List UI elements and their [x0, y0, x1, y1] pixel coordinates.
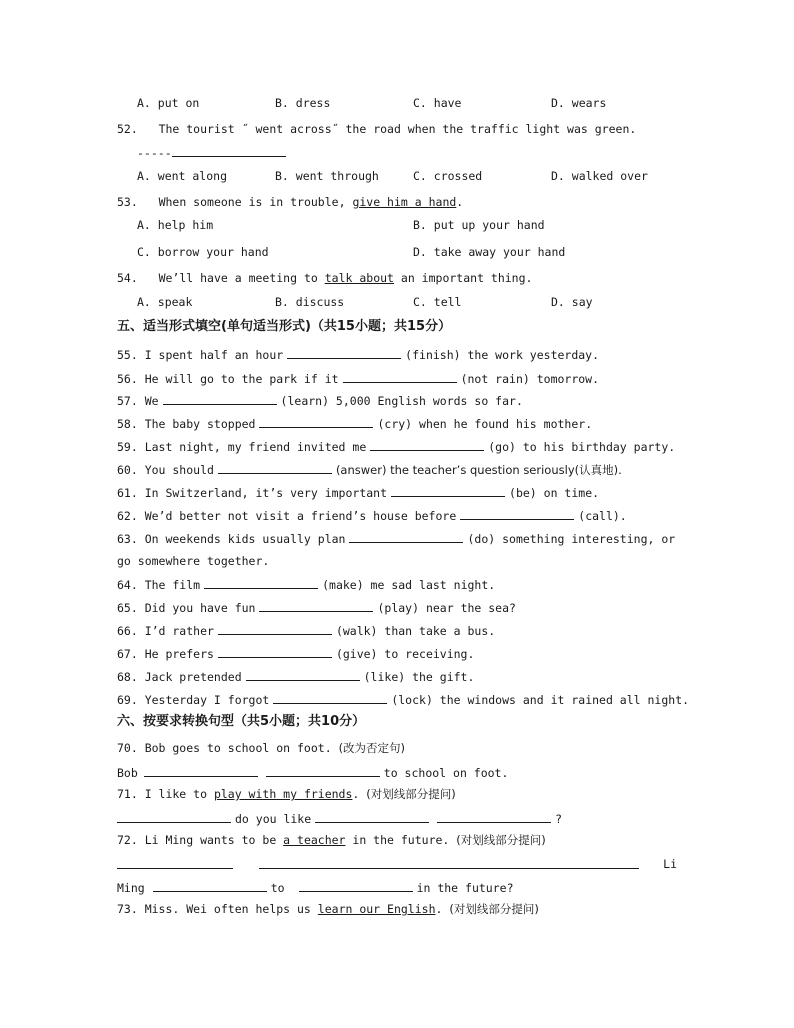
question-text-pre: 58. The baby stopped	[117, 417, 256, 431]
underlined-phrase: learn our English	[317, 902, 436, 916]
question-text: The tourist ˝ went across˝ the road when the traffic light was green.	[158, 122, 637, 136]
instruction: (对划线部分提问)	[449, 902, 539, 916]
answer-word-li: Li	[663, 857, 677, 871]
question-text-pre: 57. We	[117, 394, 159, 408]
question-text-post: (make) me sad last night.	[322, 578, 496, 592]
question-71	[117, 787, 456, 801]
q52-option-c: C. crossed	[413, 169, 483, 183]
answer-middle: do you like	[235, 812, 312, 826]
answer-blank[interactable]	[144, 765, 258, 777]
answer-suffix: to school on foot.	[383, 766, 509, 780]
question-number: 54.	[117, 271, 138, 285]
question-64	[117, 577, 495, 592]
question-70	[117, 741, 405, 755]
question-text-post: .	[435, 902, 450, 916]
answer-blank[interactable]	[391, 485, 505, 497]
question-text-post: (call).	[578, 509, 627, 523]
answer-blank[interactable]	[218, 623, 332, 635]
answer-blank[interactable]	[259, 416, 373, 428]
answer-blank[interactable]	[204, 577, 318, 589]
question-72	[117, 833, 546, 847]
answer-blank[interactable]	[218, 462, 332, 474]
instruction: (对划线部分提问)	[456, 833, 546, 847]
q72-answer-line-2	[117, 880, 514, 895]
q54-option-b: B. discuss	[275, 295, 345, 309]
underlined-phrase: talk about	[324, 271, 394, 285]
question-text-post: (answer) the teacher’s question seriously(认真地).	[335, 463, 622, 477]
answer-blank[interactable]	[315, 811, 429, 823]
answer-blank[interactable]	[273, 692, 387, 704]
question-text-pre: 73. Miss. Wei often helps us	[117, 902, 318, 916]
q71-answer-line	[117, 811, 562, 826]
answer-blank[interactable]	[117, 811, 231, 823]
answer-blank[interactable]	[163, 393, 277, 405]
question-text-pre: 72. Li Ming wants to be	[117, 833, 284, 847]
question-text-post: (go) to his birthday party.	[488, 440, 676, 454]
q52-option-d: D. walked over	[551, 169, 648, 183]
answer-blank[interactable]	[460, 508, 574, 520]
question-text-pre: 63. On weekends kids usually plan	[117, 532, 346, 546]
question-text-post: (not rain) tomorrow.	[460, 372, 600, 386]
question-text-pre: 62. We’d better not visit a friend’s house before	[117, 509, 457, 523]
q54-option-a: A. speak	[137, 295, 193, 309]
question-52	[117, 122, 636, 136]
section-6-heading: 六、按要求转换句型（共5小题；共10分）	[117, 714, 366, 729]
question-text-post: .	[456, 195, 464, 209]
q54-option-d: D. say	[551, 295, 593, 309]
question-number: 53.	[117, 195, 138, 209]
question-text-post: (lock) the windows and it rained all night.	[391, 693, 690, 707]
question-text-post: (learn) 5,000 English words so far.	[280, 394, 523, 408]
q70-answer-line	[117, 765, 508, 780]
answer-blank[interactable]	[287, 347, 401, 359]
question-text-post: (do) something interesting, or	[467, 532, 676, 546]
question-text-pre: 67. He prefers	[117, 647, 214, 661]
question-61	[117, 485, 599, 500]
q52-answer-line	[137, 145, 290, 160]
answer-prefix: Bob	[117, 766, 138, 780]
question-67	[117, 646, 474, 661]
question-text-pre: 59. Last night, my friend invited me	[117, 440, 367, 454]
question-text-pre: We’ll have a meeting to	[158, 271, 325, 285]
question-57	[117, 393, 523, 408]
answer-blank[interactable]	[266, 765, 380, 777]
answer-end: ?	[555, 812, 563, 826]
q72-answer-line	[117, 857, 677, 872]
question-text-pre: 71. I like to	[117, 787, 214, 801]
question-59	[117, 439, 675, 454]
underlined-phrase: play with my friends	[213, 787, 353, 801]
instruction: (改为否定句)	[338, 741, 406, 755]
question-text-post: (walk) than take a bus.	[335, 624, 496, 638]
answer-blank[interactable]	[218, 646, 332, 658]
answer-blank[interactable]	[437, 811, 551, 823]
question-text-post: (like) the gift.	[363, 670, 475, 684]
question-63	[117, 531, 675, 546]
answer-blank[interactable]	[117, 857, 233, 869]
q53-option-d: D. take away your hand	[413, 245, 566, 259]
question-58	[117, 416, 592, 431]
question-text-pre: 55. I spent half an hour	[117, 348, 284, 362]
dashes: -----	[137, 146, 172, 160]
q53-option-c: C. borrow your hand	[137, 245, 269, 259]
question-69	[117, 692, 689, 707]
q53-option-b: B. put up your hand	[413, 218, 545, 232]
question-53	[117, 195, 463, 209]
q51-option-d: D. wears	[551, 96, 607, 110]
answer-blank[interactable]	[343, 371, 457, 383]
q54-option-c: C. tell	[413, 295, 462, 309]
q51-option-b: B. dress	[275, 96, 331, 110]
answer-blank[interactable]	[246, 669, 360, 681]
question-text-pre: When someone is in trouble,	[158, 195, 353, 209]
question-text-post: (give) to receiving.	[335, 647, 475, 661]
question-66	[117, 623, 495, 638]
question-text-pre: 64. The film	[117, 578, 201, 592]
question-text-pre: 56. He will go to the park if it	[117, 372, 339, 386]
question-68	[117, 669, 474, 684]
answer-blank[interactable]	[370, 439, 484, 451]
question-text-post: an important thing.	[393, 271, 533, 285]
question-text-post: (be) on time.	[509, 486, 600, 500]
question-text-post: (cry) when he found his mother.	[377, 417, 593, 431]
question-56	[117, 371, 599, 386]
question-60	[117, 462, 622, 477]
question-text-post: (finish) the work yesterday.	[405, 348, 600, 362]
question-63-continued: go somewhere together.	[117, 554, 270, 568]
question-number: 52.	[117, 122, 138, 136]
question-text-pre: 60. You should	[117, 463, 214, 477]
question-text-pre: 68. Jack pretended	[117, 670, 242, 684]
instruction: (对划线部分提问)	[366, 787, 456, 801]
underlined-phrase: a teacher	[283, 833, 346, 847]
question-text-post: (play) near the sea?	[377, 601, 516, 615]
question-73	[117, 902, 539, 916]
answer-blank[interactable]	[172, 145, 286, 157]
question-54	[117, 271, 532, 285]
q51-option-a: A. put on	[137, 96, 200, 110]
question-text-pre: 69. Yesterday I forgot	[117, 693, 270, 707]
question-62	[117, 508, 627, 523]
answer-blank[interactable]	[259, 857, 639, 869]
answer-blank[interactable]	[153, 880, 267, 892]
answer-end: in the future?	[416, 881, 514, 895]
question-text-pre: 61. In Switzerland, it’s very important	[117, 486, 388, 500]
question-text: 70. Bob goes to school on foot.	[117, 741, 339, 755]
question-text-post: .	[352, 787, 367, 801]
answer-word-to: to	[270, 881, 285, 895]
answer-blank[interactable]	[299, 880, 413, 892]
answer-word-ming: Ming	[117, 881, 145, 895]
question-65	[117, 600, 516, 615]
section-5-heading: 五、适当形式填空(单句适当形式)（共15小题；共15分）	[117, 319, 452, 334]
question-text-pre: 65. Did you have fun	[117, 601, 256, 615]
question-55	[117, 347, 599, 362]
answer-blank[interactable]	[349, 531, 463, 543]
question-text-post: in the future.	[345, 833, 457, 847]
question-text-pre: 66. I’d rather	[117, 624, 214, 638]
q52-option-a: A. went along	[137, 169, 228, 183]
answer-blank[interactable]	[259, 600, 373, 612]
q51-option-c: C. have	[413, 96, 462, 110]
q52-option-b: B. went through	[275, 169, 379, 183]
q53-option-a: A. help him	[137, 218, 214, 232]
underlined-phrase: give him a hand	[352, 195, 457, 209]
